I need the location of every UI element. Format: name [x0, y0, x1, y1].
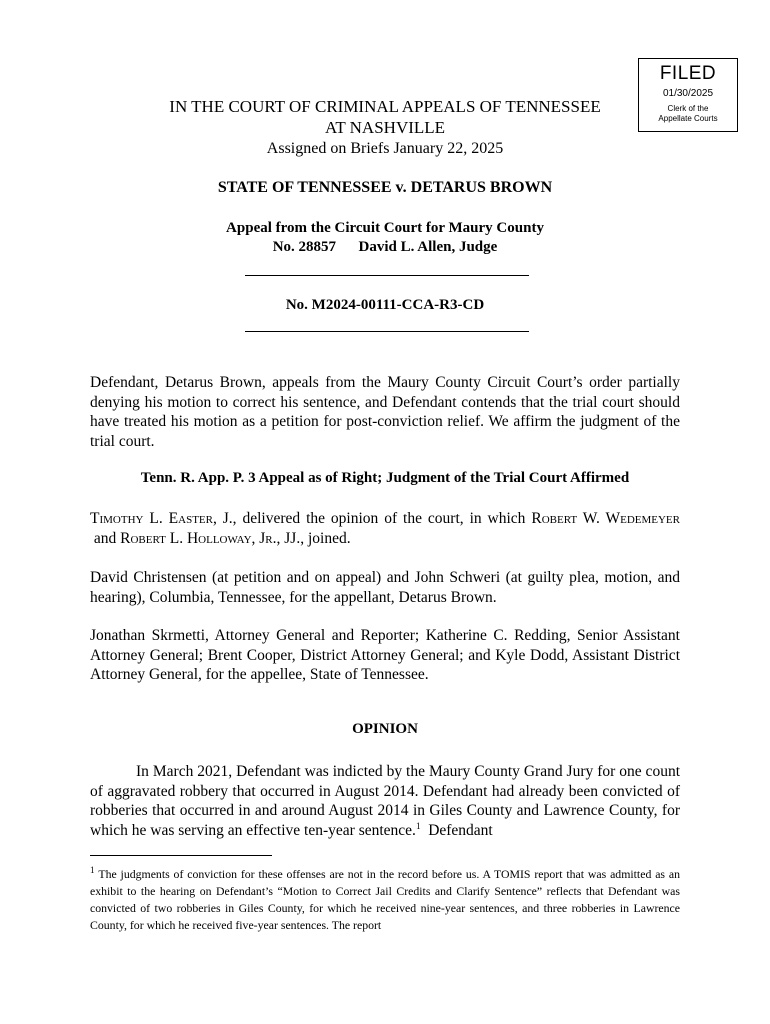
divider-bottom [245, 331, 529, 332]
authorship-and: and [90, 529, 121, 547]
summary-paragraph: Defendant, Detarus Brown, appeals from the Maury County Circuit Court’s order partially denying his motion to correct his sentence, and Defendant contends that the trial court should have treated his motion as a petition for post-conviction relief. We affirm the judgment of the trial court. [90, 374, 680, 450]
authorship-middle: , delivered the opinion of the court, in which [232, 510, 532, 527]
footnote [90, 866, 680, 934]
counsel-appellee: Jonathan Skrmetti, Attorney General and Reporter; Katherine C. Redding, Senior Assistant Attorney General; Brent Cooper, District Attorney General; and Kyle Dodd, Assistant District Attorney General, for the appellee, State of Tennessee. [90, 627, 680, 683]
footnote-reference: 1 [415, 820, 421, 831]
court-heading [90, 96, 680, 159]
filed-date: 01/30/2025 [662, 88, 714, 99]
case-title: STATE OF TENNESSEE v. DETARUS BROWN [217, 179, 553, 196]
authorship-paragraph [90, 509, 680, 548]
disposition: Tenn. R. App. P. 3 Appeal as of Right; Judgment of the Trial Court Affirmed [140, 470, 630, 486]
footnote-divider [90, 855, 272, 856]
joining-judge-2: Robert L. Holloway, Jr., JJ. [120, 529, 301, 547]
opinion-text: In March 2021, Defendant was indicted by the Maury County Grand Jury for one count of aggravated robbery that occurred in August 2014. Defendant had already been convicted of robberies that occurred in and around August 2014 in Giles County and Lawrence County, for which he was serving an effective ten-year sentence. [90, 763, 680, 839]
court-location: AT NASHVILLE [324, 118, 446, 137]
divider-top [245, 275, 529, 276]
appeal-from [90, 219, 680, 257]
court-name: IN THE COURT OF CRIMINAL APPEALS OF TENNESSEE [169, 97, 601, 116]
appeal-court: Appeal from the Circuit Court for Maury County [226, 220, 544, 236]
footnote-marker: 1 [90, 865, 95, 876]
assigned-date: Assigned on Briefs January 22, 2025 [266, 140, 504, 157]
lower-case-number: No. 28857 David L. Allen, Judge [272, 239, 498, 255]
appellate-courts-line: Appellate Courts [658, 114, 718, 123]
filed-label: FILED [659, 63, 717, 84]
clerk-line: Clerk of the [667, 104, 709, 113]
opinion-paragraph [90, 762, 680, 840]
opinion-heading: OPINION [352, 721, 418, 737]
footnote-text: The judgments of conviction for these offenses are not in the record before us. A TOMIS report that was admitted as an exhibit to the hearing on Defendant’s “Motion to Correct Jail Credits and Clarify Sentence” reflects that Defendant was convicted of two robberies in Giles County, for which he received nine-year sentences, and three robberies in Lawrence County, for which he received five-year sentences. The report [90, 867, 680, 932]
joining-judge-1: Robert W. Wedemeyer [531, 510, 680, 527]
counsel-appellant: David Christensen (at petition and on appeal) and John Schweri (at guilty plea, motion, and hearing), Columbia, Tennessee, for the appellant, Detarus Brown. [90, 569, 680, 606]
docket-number: No. M2024-00111-CCA-R3-CD [285, 297, 485, 313]
opinion-text-tail: Defendant [420, 821, 493, 839]
authorship-end: , joined. [300, 529, 351, 547]
author-name: Timothy L. Easter, J. [90, 510, 233, 527]
